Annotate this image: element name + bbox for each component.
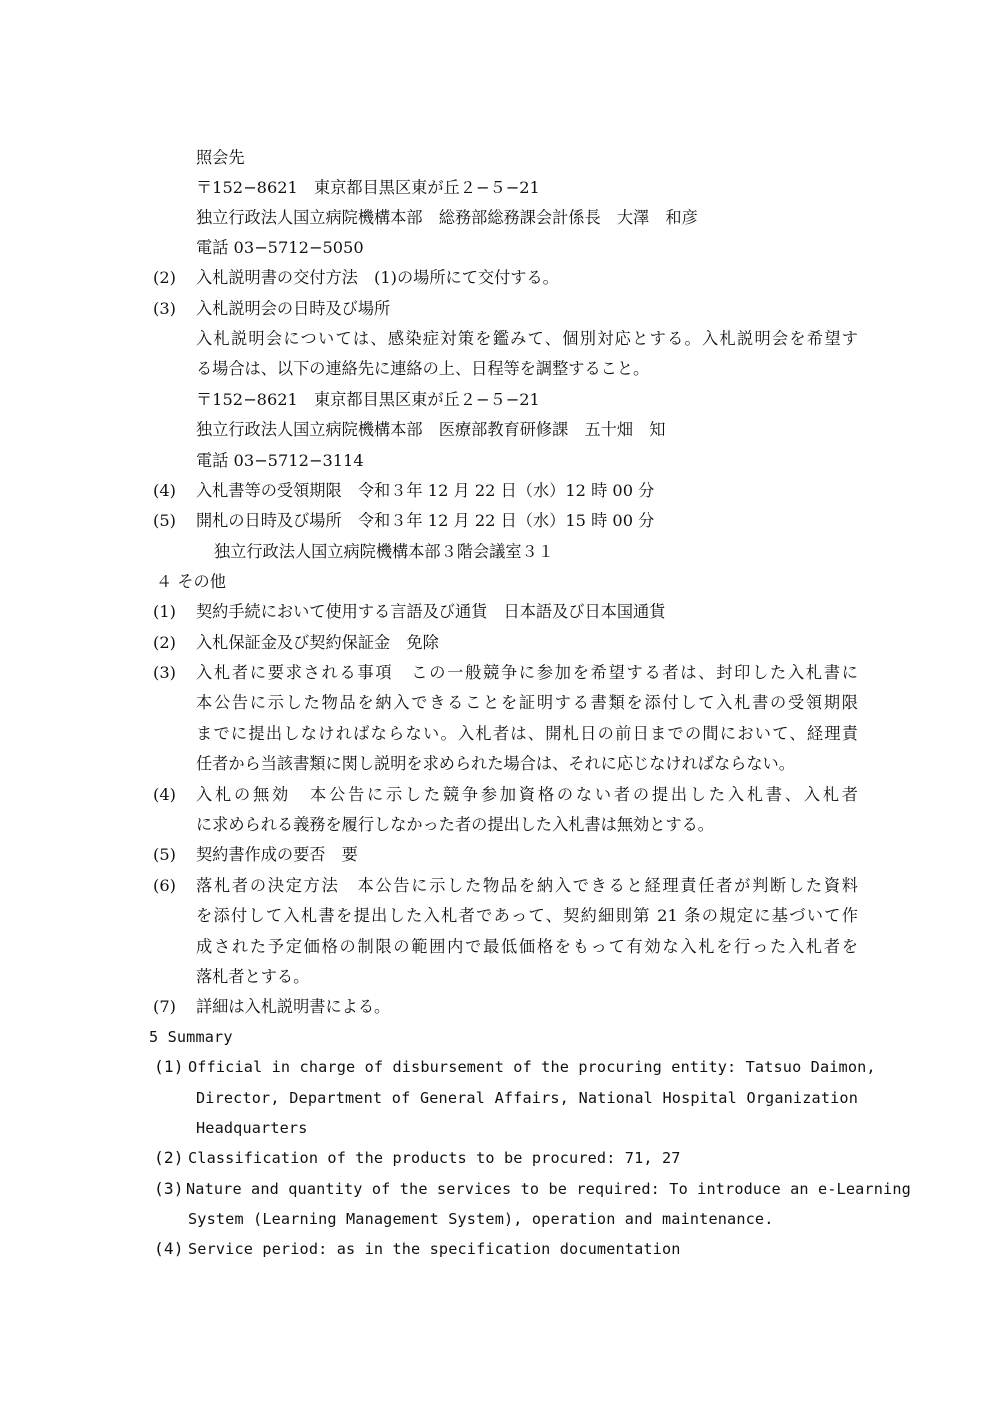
item-number: (4)	[153, 481, 176, 500]
item-text: 入札の無効 本公告に示した競争参加資格のない者の提出した入札書、入札者	[196, 785, 858, 804]
item-text: Nature and quantity of the services to be required: To introduce an e-Learning	[186, 1180, 911, 1198]
item-body: る場合は、以下の連絡先に連絡の上、日程等を調整すること。	[196, 359, 650, 378]
contact-person: 独立行政法人国立病院機構本部 総務部総務課会計係長 大澤 和彦	[196, 208, 698, 227]
item-number: (3)	[153, 299, 176, 318]
item-text: 詳細は入札説明書による。	[196, 997, 391, 1016]
contact-heading: 照会先	[196, 148, 245, 167]
item-number: (2)	[153, 633, 176, 652]
contact-address: 〒152−8621 東京都目黒区東が丘２−５−21	[196, 178, 540, 197]
section-heading: 5 Summary	[149, 1028, 233, 1046]
item-text: までに提出しなければならない。入札者は、開札日の前日までの間において、経理責	[196, 724, 858, 743]
item-text: 開札の日時及び場所 令和３年 12 月 22 日（水）15 時 00 分	[196, 511, 655, 530]
item-text: 契約手続において使用する言語及び通貨 日本語及び日本国通貨	[196, 602, 666, 621]
item-text: 任者から当該書類に関し説明を求められた場合は、それに応じなければならない。	[196, 754, 795, 773]
item-number: (4)	[153, 785, 176, 804]
item-text: に求められる義務を履行しなかった者の提出した入札書は無効とする。	[196, 815, 714, 834]
item-text: Director, Department of General Affairs, National Hospital Organization	[196, 1089, 858, 1107]
item-number: (2)	[153, 268, 176, 287]
item-number: (7)	[153, 997, 176, 1016]
item-number: (4)	[154, 1239, 184, 1258]
item-text: Service period: as in the specification documentation	[188, 1240, 681, 1258]
item-number: (1)	[154, 1057, 184, 1076]
item-text: 入札者に要求される事項 この一般競争に参加を希望する者は、封印した入札書に	[196, 663, 858, 682]
item-number: (1)	[153, 602, 176, 621]
item-text: Headquarters	[196, 1119, 308, 1137]
contact-person: 独立行政法人国立病院機構本部 医療部教育研修課 五十畑 知	[196, 420, 666, 439]
item-title: 入札説明会の日時及び場所	[196, 299, 391, 318]
item-text: 入札保証金及び契約保証金 免除	[196, 633, 439, 652]
item-text: 成された予定価格の制限の範囲内で最低価格をもって有効な入札を行った入札者を	[196, 937, 858, 956]
item-number: (5)	[153, 845, 176, 864]
item-body: 入札説明会については、感染症対策を鑑みて、個別対応とする。入札説明会を希望す	[196, 329, 858, 348]
item-number: (6)	[153, 876, 176, 895]
item-text: 落札者とする。	[196, 967, 310, 986]
item-number: (2)	[154, 1148, 184, 1167]
item-place: 独立行政法人国立病院機構本部３階会議室３１	[214, 542, 554, 561]
item-text: 落札者の決定方法 本公告に示した物品を納入できると経理責任者が判断した資料	[196, 876, 858, 895]
contact-phone: 電話 03−5712−3114	[196, 451, 364, 470]
contact-phone: 電話 03−5712−5050	[196, 238, 364, 257]
item-text: 入札説明書の交付方法 (1)の場所にて交付する。	[196, 268, 559, 287]
item-text: を添付して入札書を提出した入札者であって、契約細則第 21 条の規定に基づいて作	[196, 906, 858, 925]
item-number: (3)	[153, 663, 176, 682]
item-number: (3)	[154, 1179, 184, 1198]
item-number: (5)	[153, 511, 176, 530]
item-text: Official in charge of disbursement of the procuring entity: Tatsuo Daimon,	[188, 1058, 876, 1076]
item-text: System (Learning Management System), operation and maintenance.	[188, 1210, 774, 1228]
item-text: 契約書作成の要否 要	[196, 845, 358, 864]
item-text: 本公告に示した物品を納入できることを証明する書類を添付して入札書の受領期限	[196, 693, 858, 712]
section-heading: ４ その他	[156, 572, 226, 591]
item-text: Classification of the products to be procured: 71, 27	[188, 1149, 681, 1167]
item-text: 入札書等の受領期限 令和３年 12 月 22 日（水）12 時 00 分	[196, 481, 655, 500]
contact-address: 〒152−8621 東京都目黒区東が丘２−５−21	[196, 390, 540, 409]
